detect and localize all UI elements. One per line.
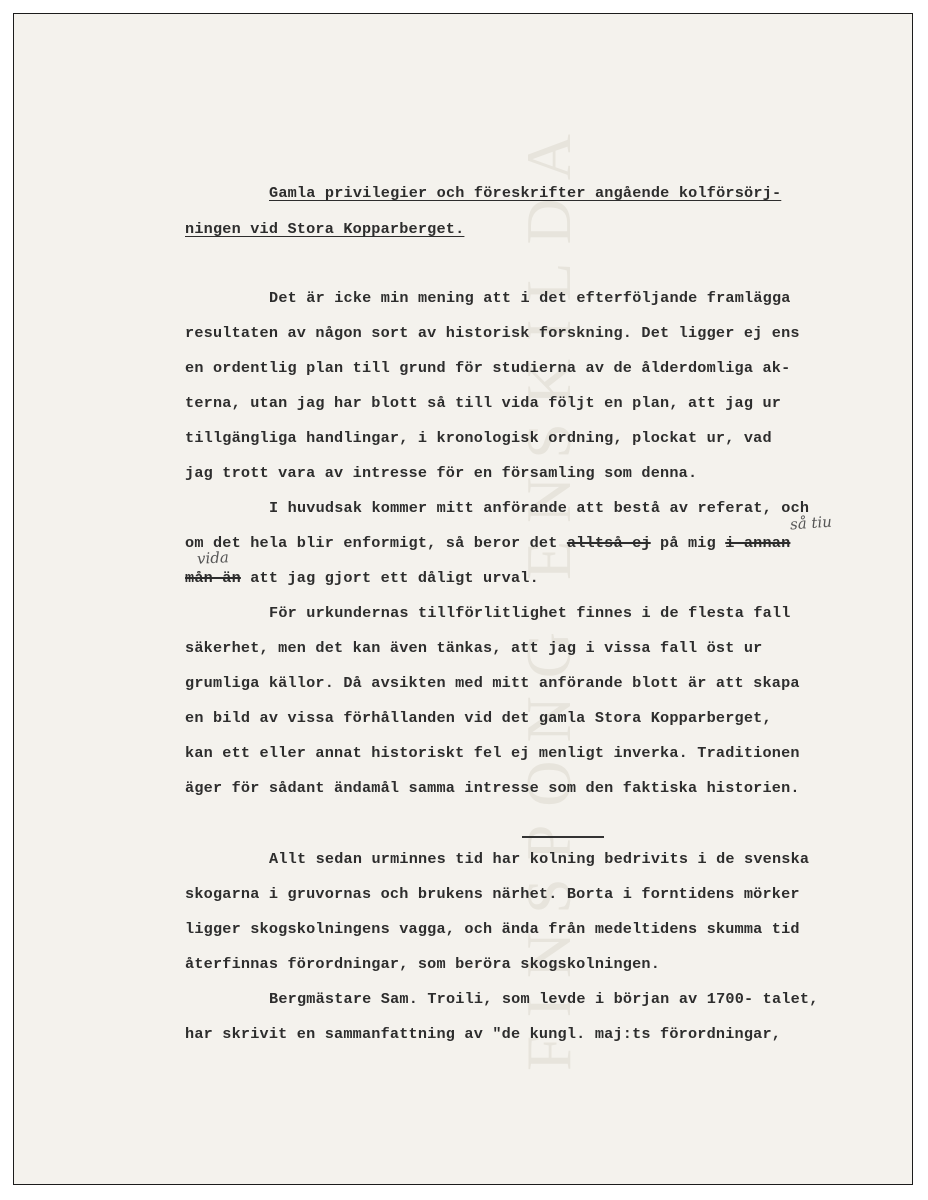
paragraph-3-line: kan ett eller annat historiskt fel ej menligt inverka. Traditionen [185,744,800,762]
paragraph-1-line: en ordentlig plan till grund för studierna av de ålderdomliga ak- [185,359,791,377]
handwritten-correction-2: vida [196,548,230,568]
paragraph-4-line: återfinnas förordningar, som beröra skogskolningen. [185,955,661,973]
paragraph-2-text: att jag gjort ett dåligt urval. [240,569,539,587]
paragraph-3-line: äger för sådant ändamål samma intresse som den faktiska historien. [185,779,800,797]
document-title-line-1: Gamla privilegier och föreskrifter angående kolförsörj- [269,184,782,202]
paragraph-3-line: en bild av vissa förhållanden vid det gamla Stora Kopparberget, [185,709,772,727]
paragraph-1-line: jag trott vara av intresse för en församling som denna. [185,464,698,482]
paragraph-4-line: Allt sedan urminnes tid har kolning bedrivits i de svenska [269,850,810,868]
paragraph-2-text: på mig [650,534,726,552]
paragraph-1-line: tillgängliga handlingar, i kronologisk ordning, plockat ur, vad [185,429,772,447]
struck-text: i annan [725,534,791,552]
struck-text: mån än [185,569,241,587]
paragraph-2-line-3 [185,569,539,587]
paragraph-2-text: om det hela blir enformigt, så beror det [185,534,567,552]
paragraph-3-line: För urkundernas tillförlitlighet finnes i de flesta fall [269,604,791,622]
struck-text: alltså ej [566,534,651,552]
paragraph-1-line: Det är icke min mening att i det efterföljande framlägga [269,289,791,307]
section-separator [522,836,604,838]
paragraph-1-line: resultaten av någon sort av historisk forskning. Det ligger ej ens [185,324,800,342]
paragraph-4-line: skogarna i gruvornas och brukens närhet. Borta i forntidens mörker [185,885,800,903]
paragraph-5-line: har skrivit en sammanfattning av "de kungl. maj:ts förordningar, [185,1025,782,1043]
document-page [13,13,913,1185]
paragraph-5-line: Bergmästare Sam. Troili, som levde i början av 1700- talet, [269,990,819,1008]
paragraph-3-line: grumliga källor. Då avsikten med mitt anförande blott är att skapa [185,674,800,692]
paragraph-2-line-2 [185,534,790,552]
handwritten-correction-1: så tiu [789,512,833,534]
paragraph-2-line-1: I huvudsak kommer mitt anförande att bestå av referat, och [269,499,810,517]
paper-watermark: FINSPONG ENSKILDA [513,116,584,1072]
paragraph-3-line: säkerhet, men det kan även tänkas, att jag i vissa fall öst ur [185,639,763,657]
document-title-line-2: ningen vid Stora Kopparberget. [185,220,465,238]
paragraph-4-line: ligger skogskolningens vagga, och ända från medeltidens skumma tid [185,920,800,938]
paragraph-1-line: terna, utan jag har blott så till vida följt en plan, att jag ur [185,394,782,412]
